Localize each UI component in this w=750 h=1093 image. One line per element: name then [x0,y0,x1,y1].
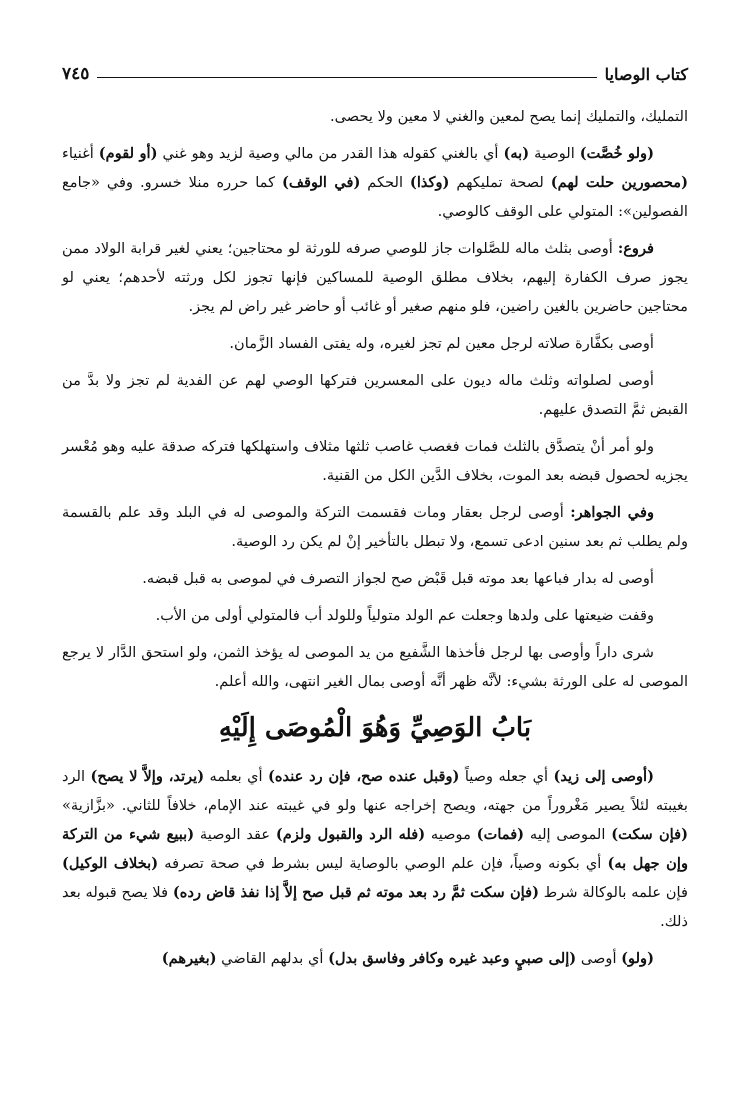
bold-term: (فله الرد والقبول ولزم) [275,826,426,843]
text-run: أوصى له بدار فباعها بعد موته قبل قَبْض صح لجواز التصرف في لموصى به قبل قبضه. [142,570,654,587]
bold-term: (فإن سكت ثمَّ رد بعد موته ثم قبل صح إلاَّ إذا نفذ قاض رده) [172,884,539,901]
page-number: ٧٤٥ [62,64,90,84]
text-run: شرى داراً وأوصى بها لرجل فأخذها الشَّفيع من يد الموصى له يؤخذ الثمن، ولو استحق الدَّار لا يرجع الموصى له على الورثة بشيء: لأنَّه ظهر أنَّه أوصى بمال الغير انتهى، والله أعلم. [62,644,688,690]
bold-term: (في الوقف) [281,174,361,191]
bold-term: (فإن سكت) [611,826,688,843]
section-body-text [62,762,688,973]
paragraph-9 [62,601,688,630]
bold-term: (ولو) [621,950,654,967]
bold-term: وفي الجواهر: [570,504,654,521]
text-run: أوصى لرجل بعقار ومات فقسمت التركة والموصى له في البلد وقد علم بالقسمة ولم يطلب ثم بعد سنين ادعى تسمع، ولا تبطل بالتأخير إنْ لم يكن رد الوصية. [62,504,688,550]
running-header [62,58,688,84]
bold-term: (بخلاف الوكيل) [62,855,159,872]
section-paragraph-2 [62,944,688,973]
paragraph-3 [62,234,688,321]
text-run: كما حرره منلا خسرو. وفي «جامع الفصولين»: المتولي على الوقف كالوصي. [62,174,688,220]
paragraph-5 [62,366,688,424]
text-run: أغنياء [62,145,99,162]
text-run: الوصية [529,145,580,162]
paragraph-7 [62,498,688,556]
text-run: الحكم [360,174,410,191]
paragraph-8 [62,564,688,593]
text-run: الموصى إليه [524,826,612,843]
bold-term: (فمات) [476,826,525,843]
text-run: أوصى بكفَّارة صلاته لرجل معين لم تجز لغيره، وله يفتى الفساد الزَّمان. [229,335,654,352]
paragraph-1 [62,102,688,131]
text-run: عقد الوصية [194,826,276,843]
section-paragraph-1 [62,762,688,936]
paragraph-4 [62,329,688,358]
bold-term: (يرتد، وإلاَّ لا يصح) [90,768,205,785]
bold-term: (أوصى إلى زيد) [553,768,654,785]
text-run: وقفت ضيعتها على ولدها وجعلت عم الولد متولياً وللولد أب فالمتولي أولى من الأب. [155,607,654,624]
bold-term: (وكذا) [409,174,450,191]
bold-term: (محصورين حلت لهم) [550,174,689,191]
section-title: بَابُ الوَصِيِّ وَهُوَ الْمُوصَى إِلَيْهِ [218,713,532,743]
text-run: أي بالغني كقوله هذا القدر من مالي وصية لزيد وهو غني [157,145,504,162]
text-run: الرد بغيبته لئلاً يصير مَغْروراً من جهته، ويصح إخراجه عنها ولو في غيبته عند الإمام، خلافاً للثاني. «بزَّازية» [62,768,688,814]
paragraph-6 [62,432,688,490]
paragraph-2 [62,139,688,226]
text-run: أوصى [576,950,622,967]
bold-term: (بغيرهم) [161,950,217,967]
text-run: أوصى بثلث ماله للصَّلوات جاز للوصي صرفه للورثة لو محتاجين؛ يعني لغير قرابة الولاد ممن يجوز صرف الكفارة إليهم، بخلاف مطلق الوصية للمساكين فإنها تجوز لكل ورثته لأحدهم؛ يعني لو محتاجين حاضرين بالغين راضين، فلو منهم صغير أو غائب أو حاضر غير راض لم يجز. [62,240,688,315]
bold-term: (ولو خُصَّت) [579,145,654,162]
text-run: موصيه [425,826,477,843]
text-run: ولو أمر أنْ يتصدَّق بالثلث فمات فغصب غاصب ثلثها مثلاف واستهلكها فتركه صدقة عليه وهو مُعْسر يجزيه لحصول قبضه بعد الموت، بخلاف الدَّين الكل من القنية. [62,438,688,484]
text-run: فإن علمه بالوكالة شرط [539,884,688,901]
bold-term: (إلى صبيٍ وعبد غيره وكافر وفاسق بدل) [328,950,577,967]
book-title: كتاب الوصايا [604,65,688,84]
bold-term: (وقبل عنده صح، فإن رد عنده) [267,768,460,785]
bold-term: فروع: [617,240,654,257]
text-run: أوصى لصلواته وثلث ماله ديون على المعسرين فتركها الوصي لهم عن الفدية لم تجز ولا بدَّ من القبض ثمَّ التصدق عليهم. [62,372,688,418]
text-run: أي بكونه وصياً، فإن علم الوصي بالوصاية ليس بشرط في صحة تصرفه [158,855,608,872]
paragraph-10 [62,638,688,696]
body-text [62,102,688,696]
bold-term: (به) [503,145,530,162]
book-page [62,58,688,981]
header-rule [97,77,596,78]
text-run: أي جعله وصياً [459,768,554,785]
text-run: أي بدلهم القاضي [216,950,329,967]
text-run: التمليك، والتمليك إنما يصح لمعين والغني لا معين ولا يحصى. [330,108,688,125]
bold-term: (أو لقوم) [98,145,158,162]
text-run: أي بعلمه [204,768,268,785]
text-run: لصحة تمليكهم [449,174,551,191]
bold-term: (ببيع شيء من التركة وإن جهل به) [62,826,688,872]
text-run: فلا يصح قبوله بعد ذلك. [62,884,688,930]
